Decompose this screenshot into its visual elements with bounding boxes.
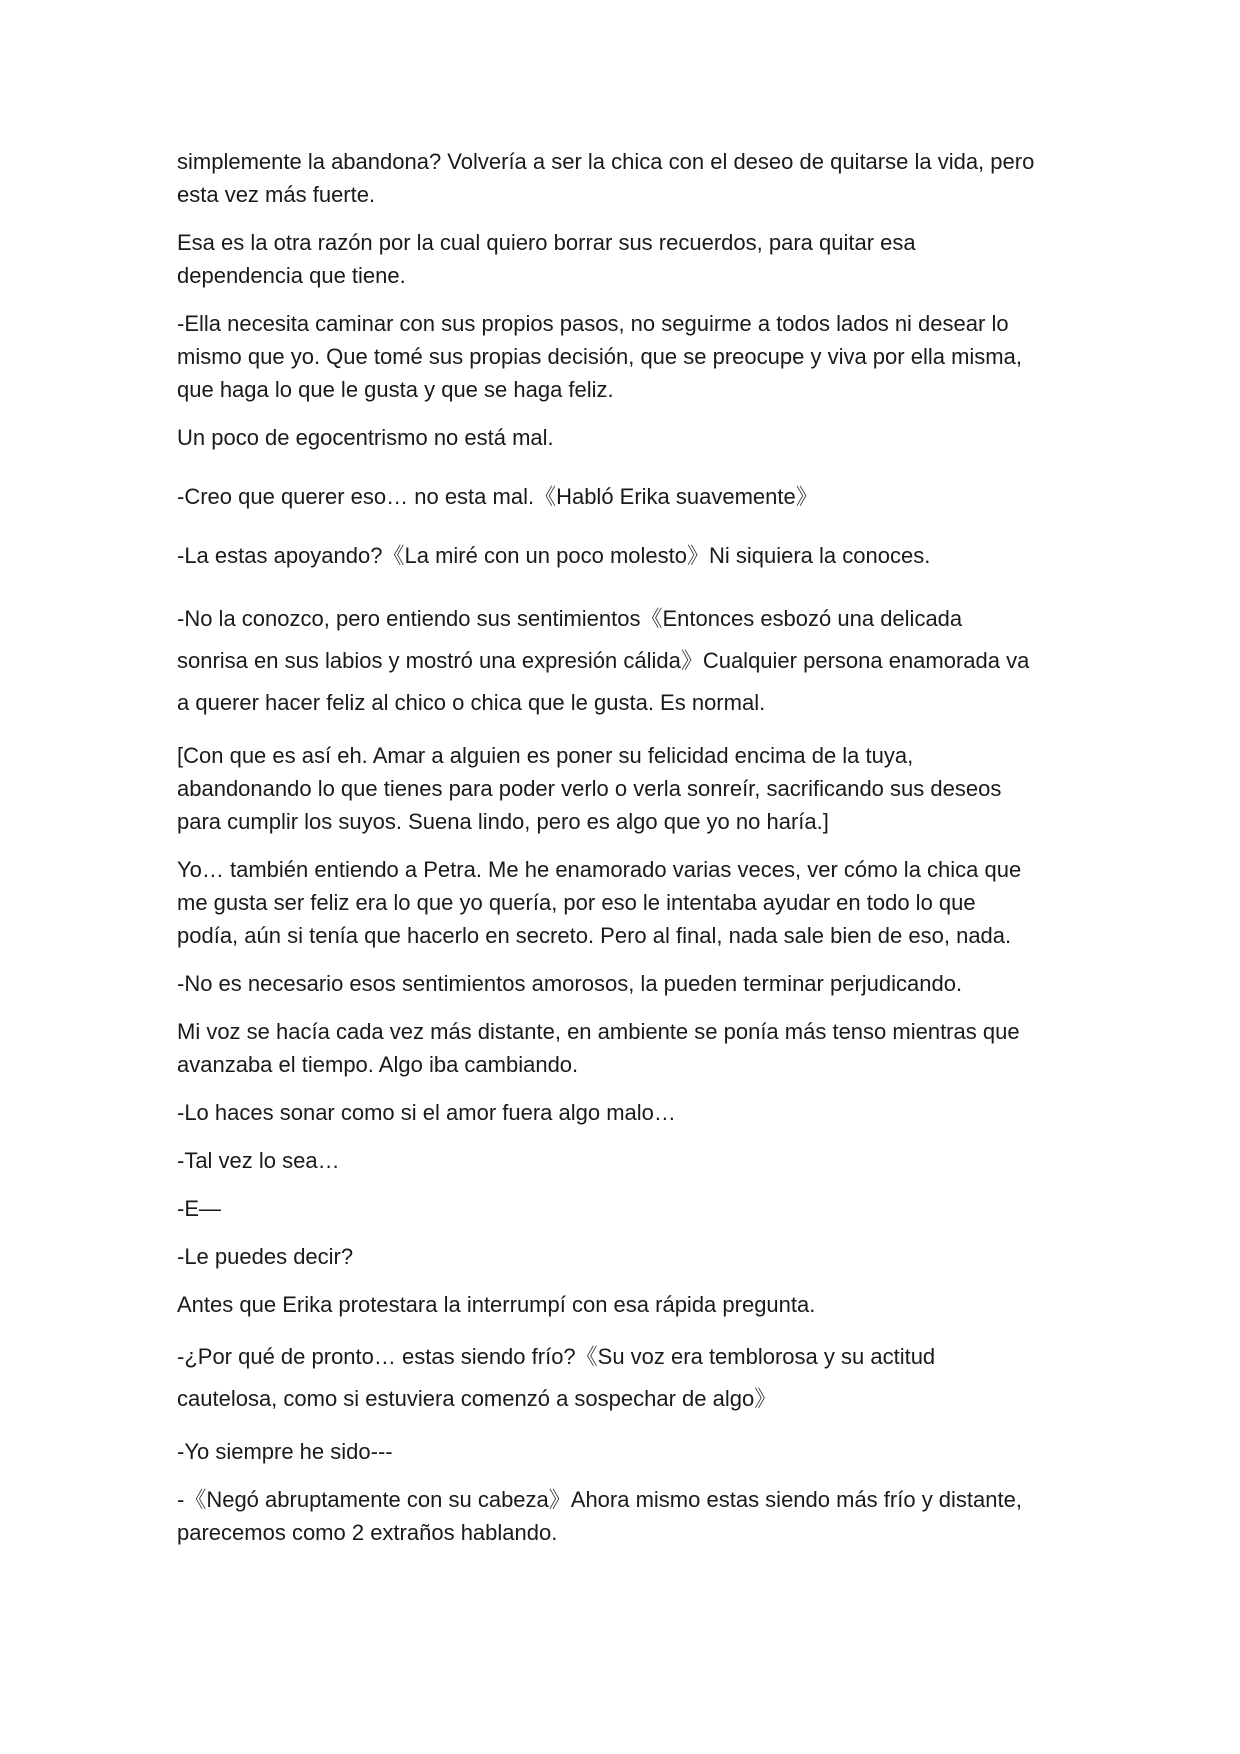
paragraph: -E— bbox=[177, 1196, 221, 1221]
paragraph: Esa es la otra razón por la cual quiero borrar sus recuerdos, para quitar esa dependencia que tiene. bbox=[177, 230, 916, 288]
paragraph: simplemente la abandona? Volvería a ser la chica con el deseo de quitarse la vida, pero esta vez más fuerte. bbox=[177, 149, 1035, 207]
paragraph: -Ella necesita caminar con sus propios pasos, no seguirme a todos lados ni desear lo mismo que yo. Que tomé sus propias decisión, que se preocupe y viva por ella misma, que haga lo que le gusta y que se haga feliz. bbox=[177, 311, 1022, 402]
paragraph: -Yo siempre he sido--- bbox=[177, 1439, 393, 1464]
paragraph: Un poco de egocentrismo no está mal. bbox=[177, 425, 554, 450]
paragraph: Mi voz se hacía cada vez más distante, en ambiente se ponía más tenso mientras que avanzaba el tiempo. Algo iba cambiando. bbox=[177, 1019, 1020, 1077]
paragraph: Antes que Erika protestara la interrumpí con esa rápida pregunta. bbox=[177, 1292, 816, 1317]
paragraph: -No es necesario esos sentimientos amorosos, la pueden terminar perjudicando. bbox=[177, 971, 963, 996]
paragraph: -Creo que querer eso… no esta mal.《Habló Erika suavemente》 bbox=[177, 484, 818, 509]
document-body bbox=[177, 145, 1077, 1564]
paragraph: -La estas apoyando?《La miré con un poco molesto》Ni siquiera la conoces. bbox=[177, 543, 931, 568]
paragraph: -No la conozco, pero entiendo sus sentimientos《Entonces esbozó una delicada sonrisa en sus labios y mostró una expresión cálida》Cualquier persona enamorada va a querer hacer feliz al chico o chica que le gusta. Es normal. bbox=[177, 606, 1030, 715]
paragraph: [Con que es así eh. Amar a alguien es poner su felicidad encima de la tuya, abandonando lo que tienes para poder verlo o verla sonreír, sacrificando sus deseos para cumplir los suyos. Suena lindo, pero es algo que yo no haría.] bbox=[177, 743, 1002, 834]
paragraph: -Tal vez lo sea… bbox=[177, 1148, 340, 1173]
paragraph: -《Negó abruptamente con su cabeza》Ahora mismo estas siendo más frío y distante, parecemos como 2 extraños hablando. bbox=[177, 1487, 1022, 1545]
paragraph: -¿Por qué de pronto… estas siendo frío?《Su voz era temblorosa y su actitud cautelosa, como si estuviera comenzó a sospechar de algo》 bbox=[177, 1344, 936, 1411]
paragraph: -Lo haces sonar como si el amor fuera algo malo… bbox=[177, 1100, 676, 1125]
paragraph: Yo… también entiendo a Petra. Me he enamorado varias veces, ver cómo la chica que me gusta ser feliz era lo que yo quería, por eso le intentaba ayudar en todo lo que podía, aún si tenía que hacerlo en secreto. Pero al final, nada sale bien de eso, nada. bbox=[177, 857, 1022, 948]
paragraph: -Le puedes decir? bbox=[177, 1244, 354, 1269]
